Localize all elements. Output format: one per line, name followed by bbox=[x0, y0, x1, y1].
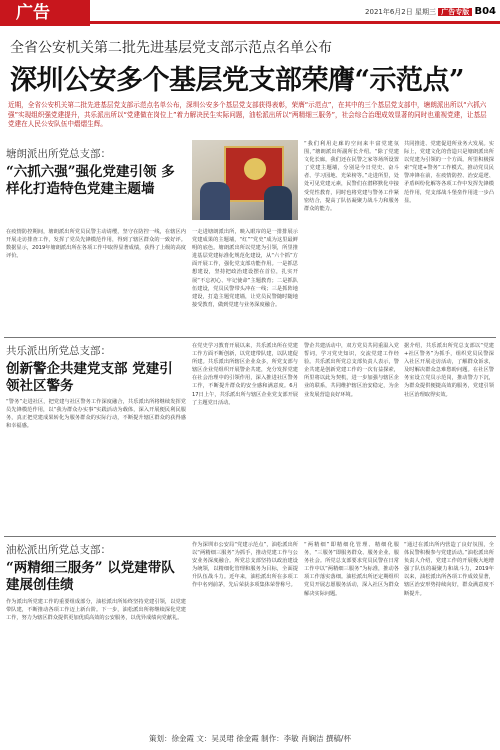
credits-footer: 策划：徐金霞 文：吴灵珺 徐金霞 制作：李敏 肖娴洁 撰稿/杯 bbox=[149, 734, 351, 743]
section-1-col-3: 共同推进、党建促进所业务大发展。实际上，党建文化的营造只是塘朗派出所以党建为引领的一个方面。所里积极探索“党建+警务”工作模式，推动党员民警冲锋在前，在疫情防控、治安巡逻、矛盾纠纷化解等各项工作中发挥先锋模范作用，党支部战斗堡垒作用进一步凸显。 bbox=[404, 141, 494, 204]
section-tag: 广告 bbox=[0, 0, 90, 26]
page-number: B04 bbox=[474, 6, 496, 17]
section-3-title: “两精细三服务” 以党建带队建展创佳绩 bbox=[6, 560, 175, 593]
section-1-col-2: “我们利用走廊的空间来丰富党建氛围，”塘朗派出所副所长介绍。“除了党建文化长廊，我们还在民警之家等场所设置了党建主题墙，分别是今日党史、奋斗者、学习园地、光荣榜等。”走进所里，处处可见党建元素，民警们在潜移默化中接受党性教育，同时也将党建与警务工作紧密结合，提高了队伍凝聚力战斗力和服务群众的能力。 bbox=[304, 141, 399, 212]
headline: 深圳公安多个基层党支部荣膺“示范点” bbox=[10, 65, 465, 96]
section-2-col-1: 在党史学习教育开展以来，共乐派出所在党建工作方面不断创新，以党建带队建，以队建促所建。共乐派出所辖区企业众多，所党支部与辖区企业党组织开展警企共建，充分发挥党建在社会治理中的引领作用，深入推进社区警务工作，不断提升群众的安全感和满意度。6月17日上午，共乐派出所与辖区企业党支部开展了主题党日活动。 bbox=[192, 343, 298, 406]
section-3-col-3: “通过在派出所内营造了良好氛围，全体民警积极参与党建活动。”油松派出所负责人介绍，党建工作的开展极大地增强了队伍的凝聚力和战斗力，2019年以来，油松派出所各项工作成效显著，辖区治安形势持续向好，群众满意度不断提升。 bbox=[404, 542, 494, 597]
section-1-col-1: 一走进塘朗派出所，映入眼帘的是一排排展示党建成果的主题墙，“红”“党史”成为这里最鲜明的底色。塘朗派出所以党建为引领，所里推进基层党建标准化规范化建设，从“六个抓”方面开展工作，强化党支部功能作用。一是抓思想建设，坚持把政治建设摆在首位，扎实开展“不忘初心、牢记使命”主题教育；二是抓队伍建设，党员民警带头冲在一线；三是抓阵地建设，打造主题党建墙，让党员民警随时随地接受教育，做到党建与业务深度融合。 bbox=[192, 229, 298, 308]
section-2-col-3: 据介绍，共乐派出所党总支部以“党建+社区警务”为抓手，组织党员民警深入社区开展走访活动，了解群众诉求，及时解决群众急难愁盼问题。在社区警务室设立党员示范岗，推动警力下沉，为群众提供便捷高效的服务，党建引领社区治理取得实效。 bbox=[404, 343, 494, 398]
section-3-header bbox=[6, 542, 178, 594]
section-3-source: 油松派出所党总支部： bbox=[6, 544, 111, 556]
section-3-col-1: 作为深圳市公安局“党建示范点”，油松派出所以“两精细三服务”为抓手，推动党建工作与公安业务深度融合。所党总支部坚持以政治建设为统领，以精细化管理和服务为目标，全面提升队伍战斗力。近年来，油松派出所在多项工作中名列前茅，先后荣获多项集体荣誉称号。 bbox=[192, 542, 298, 589]
section-3-col-4: 作为派出所党建工作的重要组成部分，油松派出所始终坚持党建引领，以党建带队建，不断推动各项工作迈上新台阶。下一步，油松派出所将继续深化党建工作，努力为辖区群众提供更加优质高效的公安服务，以优异成绩向党献礼。 bbox=[6, 599, 186, 622]
party-wall-photo bbox=[192, 140, 298, 220]
section-1-source: 塘朗派出所党总支部： bbox=[6, 148, 111, 160]
section-2-header bbox=[6, 343, 178, 395]
section-2-source: 共乐派出所党总支部： bbox=[6, 345, 111, 357]
officer-figure bbox=[200, 182, 230, 220]
section-divider bbox=[4, 337, 496, 338]
issue-date: 2021年6月2日 星期三 bbox=[365, 8, 436, 16]
section-label: 广告专版 bbox=[438, 8, 472, 16]
section-3-col-2: “两精细”即精细化管理、精细化服务，“三服务”即服务群众、服务企业、服务社会。所党总支部要求党员民警在日常工作中以“两精细三服务”为标准，推动各项工作落实落细。油松派出所还定期组织党员开展志愿服务活动，深入社区为群众解决实际问题。 bbox=[304, 542, 399, 597]
section-1-header bbox=[6, 146, 178, 198]
section-1-col-4: 在疫情防控期间，塘朗派出所党员民警主动请缨，坚守在防控一线，在辖区内开展走访排查工作，发挥了党员先锋模范作用，得到了辖区群众的一致好评。数据显示，2019年塘朗派出所在各项工作中取得显著成绩，获得了上级的高度评价。 bbox=[6, 229, 186, 260]
header-info bbox=[365, 6, 496, 17]
section-2-title: 创新警企共建党支部 党建引领社区警务 bbox=[6, 361, 173, 394]
section-2-col-4: “警务”走进社区，把党建与社区警务工作深度融合，共乐派出所将继续发挥党员先锋模范作用，以“我为群众办实事”实践活动为载体，深入开展便民利民服务，真正把党建成果转化为服务群众的实际行动，不断提升辖区群众的获得感和幸福感。 bbox=[6, 399, 186, 430]
section-divider bbox=[4, 536, 496, 537]
lede: 近期，全省公安机关第二批先进基层党支部示范点名单公布，深圳公安多个基层党支部获得表彰，荣膺“示范点”，在其中的三个基层党支部中，塘朗派出所以“六抓六强”实现组织强党建提升，共乐派出所以“党建做在岗位上”着力解决民生实际问题，油松派出所以“两精细三服务”，社会综合治理成效显著的同时也重视党建，让基层党建在人民公安队伍中熠熠生辉。 bbox=[8, 101, 487, 128]
party-emblem bbox=[244, 158, 266, 180]
officer-figure bbox=[264, 186, 292, 220]
kicker: 全省公安机关第二批先进基层党支部示范点名单公布 bbox=[10, 40, 332, 56]
header-rule bbox=[90, 21, 500, 24]
section-1-title: “六抓六强”强化党建引领 多样化打造特色党建主题墙 bbox=[6, 164, 175, 197]
section-2-col-2: 警企共建活动中，双方党员共同重温入党誓词，学习党史知识，交流党建工作经验。共乐派出所党总支部负责人表示，警企共建是创新党建工作的一次有益探索，所里将以此为契机，进一步加强与辖区企业的联系，共同维护辖区治安稳定，为企业发展营造良好环境。 bbox=[304, 343, 399, 398]
